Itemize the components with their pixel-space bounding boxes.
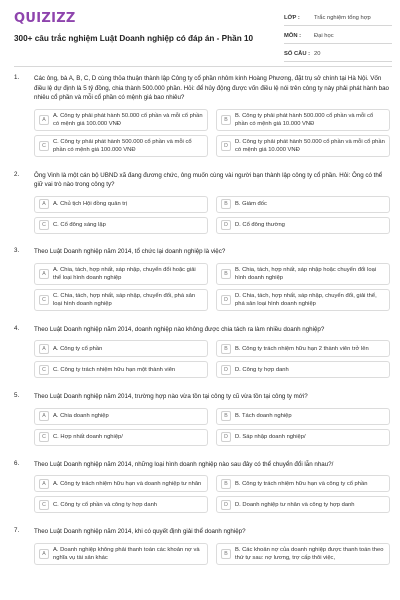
- question-number: 1.: [14, 74, 20, 81]
- option-text: C. Chia, tách, hợp nhất, sáp nhập, chuyển đổi, phá sản loại hình doanh nghiệp: [53, 292, 196, 307]
- answer-option-b[interactable]: [216, 196, 390, 213]
- option-text: D. Doanh nghiệp tư nhân và công ty hợp danh: [235, 501, 355, 508]
- option-letter-badge: C: [39, 220, 49, 230]
- answer-option-a[interactable]: [34, 109, 208, 131]
- answer-option-b[interactable]: [216, 340, 390, 357]
- option-letter-badge: A: [39, 199, 49, 209]
- answer-option-b[interactable]: [216, 475, 390, 492]
- option-text: D. Công ty phải phát hành 50.000 cổ phần và mỗi cổ phần có mệnh giá 10.000 VNĐ: [235, 138, 385, 153]
- option-text: C. Hợp nhất doanh nghiệp/: [53, 434, 123, 441]
- question-item: [0, 392, 400, 446]
- option-letter-badge: A: [39, 269, 49, 279]
- meta-value: 20: [314, 50, 321, 57]
- answer-option-c[interactable]: [34, 217, 208, 234]
- question-text: Theo Luật Doanh nghiệp năm 2014, doanh nghiệp nào không được chia tách ra làm nhiều doanh nghiệp?: [34, 325, 325, 333]
- page-title: 300+ câu trắc nghiệm Luật Doanh nghiệp có đáp án - Phần 10: [14, 34, 254, 43]
- option-letter-badge: A: [39, 115, 49, 125]
- option-text: A. Công ty trách nhiệm hữu hạn và doanh nghiệp tư nhân: [53, 480, 202, 487]
- answer-option-d[interactable]: [216, 135, 390, 157]
- worksheet-header: [0, 0, 400, 68]
- option-letter-badge: D: [221, 365, 231, 375]
- meta-value: Đại học: [314, 32, 334, 39]
- answer-option-a[interactable]: [34, 196, 208, 213]
- answer-options: [34, 263, 390, 311]
- option-letter-badge: D: [221, 220, 231, 230]
- option-text: A. Chia doanh nghiệp: [53, 413, 109, 420]
- answer-option-d[interactable]: [216, 217, 390, 234]
- answer-options: [34, 109, 390, 157]
- question-number: 6.: [14, 459, 20, 467]
- option-letter-badge: C: [39, 365, 49, 375]
- question-list: [0, 74, 400, 565]
- answer-options: [34, 196, 390, 234]
- answer-option-b[interactable]: [216, 543, 390, 565]
- option-letter-badge: B: [221, 549, 231, 559]
- option-text: B. Giám đốc: [235, 201, 267, 208]
- answer-option-a[interactable]: [34, 543, 208, 565]
- answer-option-c[interactable]: [34, 361, 208, 378]
- answer-options: [34, 340, 390, 378]
- answer-option-b[interactable]: [216, 408, 390, 425]
- answer-options: [34, 475, 390, 513]
- header-divider: [14, 66, 392, 67]
- option-letter-badge: A: [39, 344, 49, 354]
- answer-option-a[interactable]: [34, 263, 208, 285]
- meta-key: LỚP :: [284, 14, 300, 21]
- quizizz-logo: QUIZIZZ: [14, 11, 76, 26]
- option-letter-badge: D: [221, 141, 231, 151]
- answer-option-a[interactable]: [34, 340, 208, 357]
- meta-value: Trắc nghiệm tổng hợp: [314, 14, 371, 21]
- answer-option-a[interactable]: [34, 408, 208, 425]
- meta-key: MÔN :: [284, 32, 302, 39]
- answer-option-d[interactable]: [216, 429, 390, 446]
- option-text: D. Công ty hợp danh: [235, 366, 289, 373]
- meta-row-class: [284, 10, 392, 26]
- answer-option-c[interactable]: [34, 135, 208, 157]
- option-letter-badge: C: [39, 295, 49, 305]
- question-item: [0, 527, 400, 565]
- question-text: Theo Luật Doanh nghiệp năm 2014, những loại hình doanh nghiệp nào sau đây có thể chuyển đổi lẫn nhau?/: [34, 460, 334, 468]
- option-text: A. Công ty cổ phần: [53, 345, 103, 352]
- meta-row-subject: [284, 28, 392, 44]
- question-number: 3.: [14, 246, 20, 254]
- answer-option-d[interactable]: [216, 289, 390, 311]
- option-text: B. Tách doanh nghiệp: [235, 413, 292, 420]
- answer-options: [34, 408, 390, 446]
- question-number: 2.: [14, 170, 20, 178]
- option-text: A. Chủ tịch Hội đồng quản trị: [53, 201, 128, 208]
- answer-option-a[interactable]: [34, 475, 208, 492]
- question-item: [0, 325, 400, 379]
- option-text: D. Cổ đông thường: [235, 222, 285, 229]
- question-text: Các ông, bà A, B, C, D cùng thỏa thuận thành lập Công ty cổ phần nhôm kính Hoàng Phương, đặt trụ sở chính tại Hà Nội. Vốn điều lệ dự định là 5 tỷ đồng, chia thành 500.000 phần. Hỏi: để hủy động được vốn điều lệ nói trên công ty này phải phát hành bao nhiêu cổ phần và mỗi cổ phần có mệnh giá bao nhiêu?: [34, 75, 389, 102]
- answer-option-c[interactable]: [34, 289, 208, 311]
- option-text: B. Công ty trách nhiệm hữu hạn 2 thành viên trở lên: [235, 345, 369, 352]
- option-letter-badge: B: [221, 269, 231, 279]
- option-text: C. Cổ đông sáng lập: [53, 222, 106, 229]
- option-letter-badge: B: [221, 479, 231, 489]
- option-letter-badge: D: [221, 500, 231, 510]
- answer-options: [34, 543, 390, 565]
- option-text: D. Chia, tách, hợp nhất, sáp nhập, chuyển đổi, giải thể, phá sản loại hình doanh nghiệp: [235, 292, 377, 307]
- option-letter-badge: D: [221, 295, 231, 305]
- option-text: B. Công ty phải phát hành 500.000 cổ phần và mỗi cổ phần có mệnh giá 10.000 VNĐ: [235, 112, 374, 127]
- question-item: [0, 460, 400, 514]
- option-text: C. Công ty trách nhiệm hữu hạn một thành viên: [53, 366, 176, 373]
- answer-option-d[interactable]: [216, 496, 390, 513]
- question-text: Theo Luật Doanh nghiệp năm 2014, khi có quyết định giải thể doanh nghiệp?: [34, 528, 246, 536]
- option-text: A. Công ty phải phát hành 50.000 cổ phần và mỗi cổ phần có mệnh giá 100.000 VNĐ: [53, 112, 203, 127]
- option-text: C. Công ty phải phát hành 500.000 cổ phần và mỗi cổ phần có mệnh giá 100.000 VNĐ: [53, 138, 192, 153]
- option-text: B. Chia, tách, hợp nhất, sáp nhập hoặc chuyển đổi loại hình doanh nghiệp: [235, 266, 377, 281]
- question-number: 4.: [14, 324, 20, 332]
- question-item: [0, 247, 400, 311]
- option-text: B. Các khoản nợ của doanh nghiệp được thanh toán theo thứ tự sau: nợ lương, trợ cấp thôi việc,: [235, 546, 384, 561]
- answer-option-d[interactable]: [216, 361, 390, 378]
- answer-option-b[interactable]: [216, 109, 390, 131]
- option-letter-badge: B: [221, 411, 231, 421]
- question-text: Theo Luật Doanh nghiệp năm 2014, trường hợp nào vừa tồn tại công ty cũ vừa tồn tại công ty mới?: [34, 393, 308, 401]
- answer-option-c[interactable]: [34, 496, 208, 513]
- option-text: D. Sáp nhập doanh nghiệp/: [235, 434, 306, 441]
- option-text: C. Công ty cổ phần và công ty hợp danh: [53, 501, 158, 508]
- option-letter-badge: B: [221, 199, 231, 209]
- question-item: [0, 74, 400, 157]
- answer-option-c[interactable]: [34, 429, 208, 446]
- option-letter-badge: D: [221, 432, 231, 442]
- meta-key: SỐ CÂU :: [284, 50, 311, 57]
- option-letter-badge: B: [221, 115, 231, 125]
- question-number: 7.: [14, 527, 20, 535]
- option-letter-badge: A: [39, 479, 49, 489]
- option-text: B. Công ty trách nhiệm hữu hạn và công ty cổ phần: [235, 480, 368, 487]
- option-letter-badge: A: [39, 549, 49, 559]
- option-letter-badge: C: [39, 500, 49, 510]
- option-text: A. Chia, tách, hợp nhất, sáp nhập, chuyển đổi hoặc giải thể loại hình doanh nghiệp: [53, 266, 196, 281]
- answer-option-b[interactable]: [216, 263, 390, 285]
- option-letter-badge: A: [39, 411, 49, 421]
- question-text: Ông Vinh là một cán bộ UBND xã đang đương chức, ông muốn cùng vài người bạn thành lập công ty cổ phần. Hỏi: Ông có thể giữ vai trò nào trong công ty?: [34, 171, 383, 189]
- meta-row-count: [284, 46, 392, 62]
- worksheet-meta: [284, 10, 392, 64]
- question-number: 5.: [14, 392, 20, 400]
- option-letter-badge: B: [221, 344, 231, 354]
- question-text: Theo Luật Doanh nghiệp năm 2014, tổ chức lại doanh nghiệp là việc?: [34, 247, 226, 255]
- option-text: A. Doanh nghiệp không phải thanh toán các khoản nợ và nghĩa vụ tài sản khác: [53, 546, 200, 561]
- question-item: [0, 171, 400, 234]
- option-letter-badge: C: [39, 432, 49, 442]
- option-letter-badge: C: [39, 141, 49, 151]
